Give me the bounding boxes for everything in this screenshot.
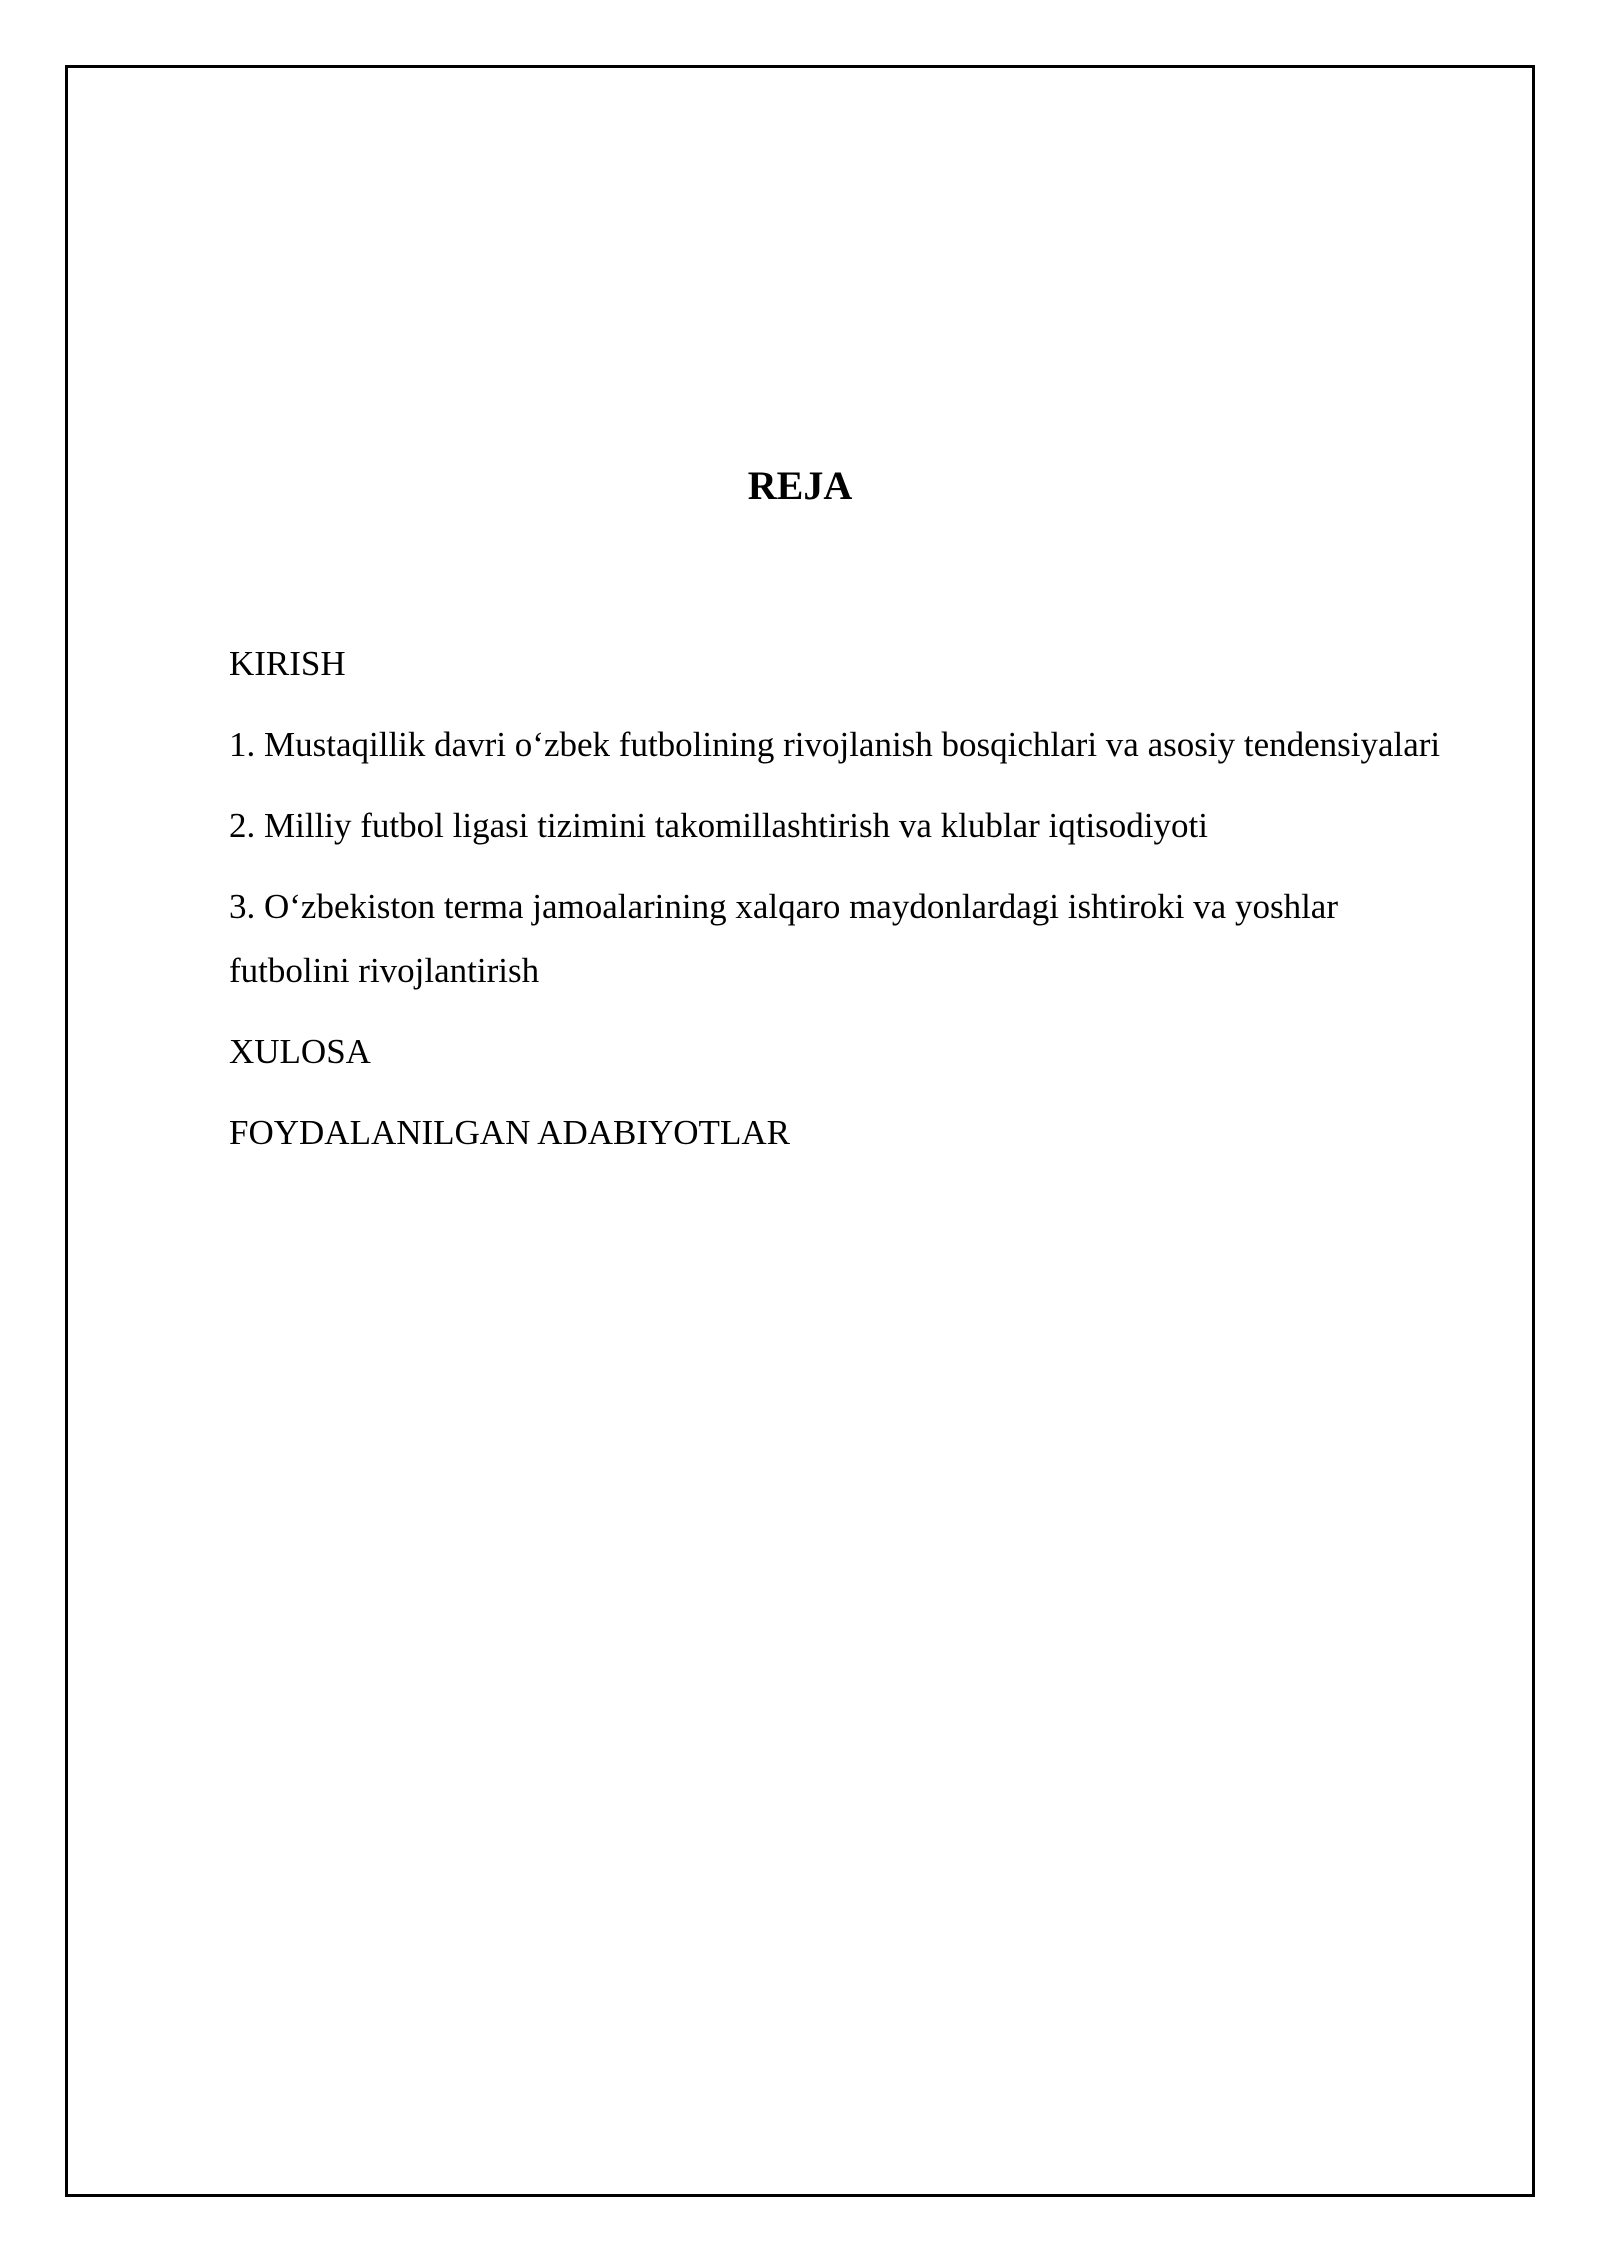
- plan-item-chapter-3: 3. O‘zbekiston terma jamoalarining xalqaro maydonlardagi ishtiroki va yoshlar futbolini rivojlantirish: [229, 887, 1338, 990]
- plan-item-introduction: KIRISH: [229, 644, 346, 683]
- page-title: REJA: [747, 463, 853, 508]
- plan-item-references: FOYDALANILGAN ADABIYOTLAR: [229, 1113, 790, 1152]
- plan-item-conclusion: XULOSA: [229, 1032, 371, 1071]
- plan-list: [229, 632, 1459, 1182]
- plan-item-chapter-2: 2. Milliy futbol ligasi tizimini takomillashtirish va klublar iqtisodiyoti: [229, 806, 1208, 845]
- plan-item-chapter-1: 1. Mustaqillik davri o‘zbek futbolining rivojlanish bosqichlari va asosiy tendensiyalari: [229, 725, 1441, 764]
